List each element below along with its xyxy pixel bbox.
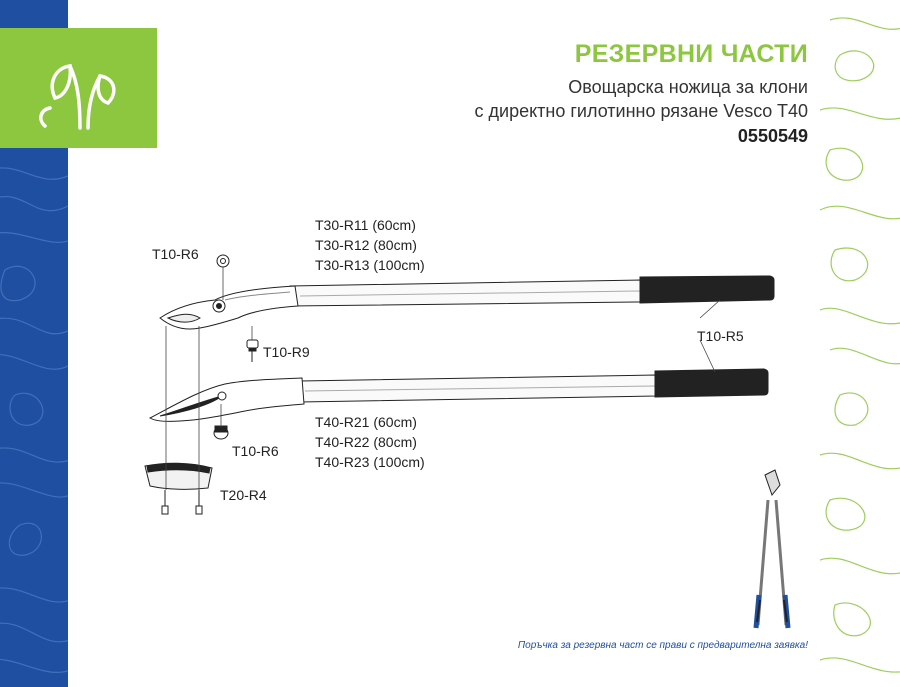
part-code: T30-R11 (60cm) [315,217,416,233]
anvil-screws [162,490,202,514]
product-thumbnail [756,470,788,628]
part-code: T40-R22 (80cm) [315,434,417,450]
bolt-bottom [214,426,228,439]
product-code: 0550549 [737,126,808,146]
part-code: T40-R23 (100cm) [315,454,425,470]
part-code: T40-R21 (60cm) [315,414,417,430]
nut-top [217,255,229,267]
lower-blade [150,378,304,421]
lower-grip [655,369,768,397]
product-name-line1: Овощарска ножица за клони [568,77,808,97]
label-washer: T10-R9 [263,344,310,360]
product-name-line2: с директно гилотинно рязане Vesco T40 [474,101,808,121]
label-bolt-bottom: T10-R6 [232,443,279,459]
label-nut-top: T10-R6 [152,246,199,262]
part-code: T30-R12 (80cm) [315,237,417,253]
page-title: РЕЗЕРВНИ ЧАСТИ [574,40,808,68]
footer-note: Поръчка за резервна част се прави с предварителна заявка! [517,640,808,651]
label-upper-handle [315,215,425,275]
label-anvil: T20-R4 [220,487,267,503]
label-lower-handle [315,412,425,472]
washer [247,340,258,362]
upper-grip [640,276,774,303]
label-grips: T10-R5 [697,328,744,344]
upper-jaw [160,286,298,329]
part-code: T30-R13 (100cm) [315,257,425,273]
upper-handle-tube [290,280,640,306]
